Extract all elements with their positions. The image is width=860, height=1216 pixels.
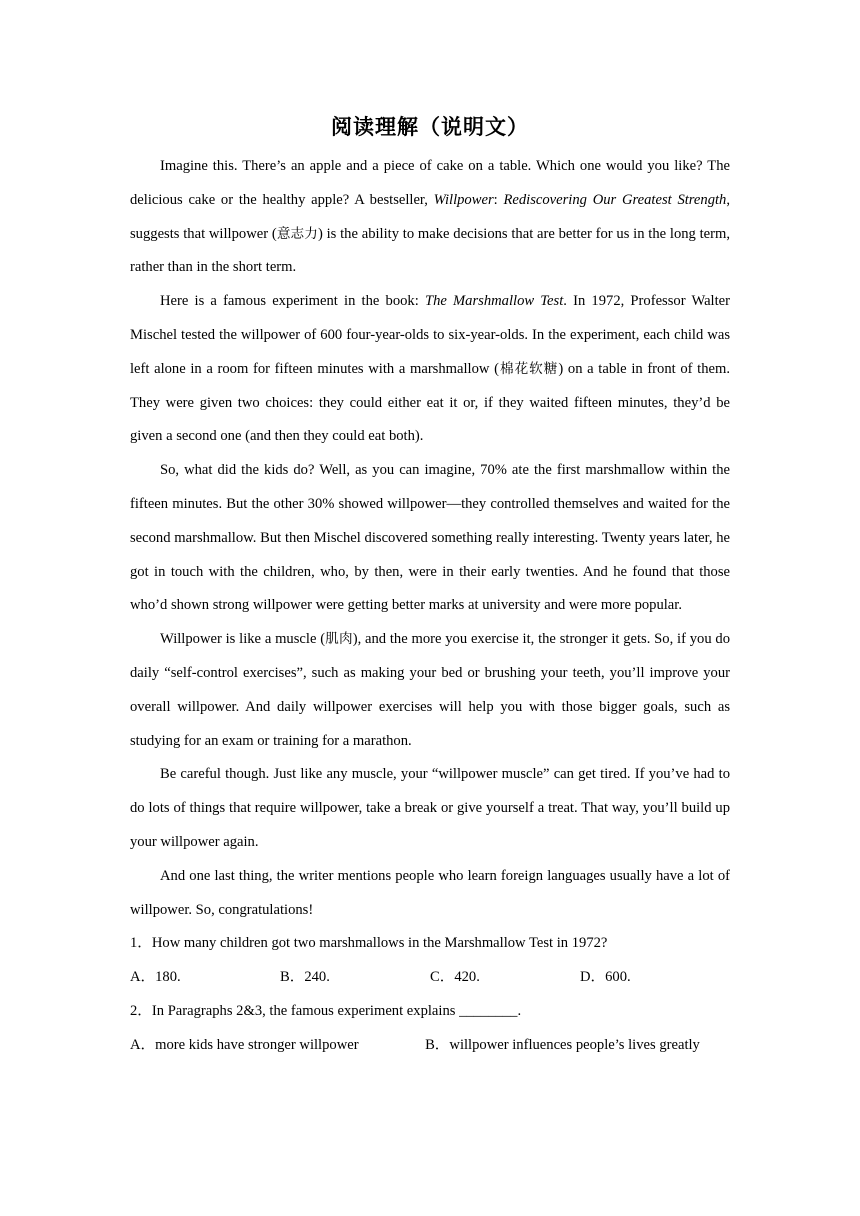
paragraph-1-text-b: , suggests that willpower ( [130, 191, 731, 242]
question-1-options [130, 961, 730, 995]
question-1-option-c[interactable]: C．420. [430, 969, 480, 986]
paragraph-3: So, what did the kids do? Well, as you can imagine, 70% ate the first marshmallow within the fifteen minutes. But the other 30% showed willpower—they controlled themselves and waited for the second marshmallow. But then Mischel discovered something really interesting. Twenty years later, he got in touch with the children, who, by then, were in their early twenties. And he found that those who’d shown strong willpower were getting better marks at university and were more popular. [130, 462, 730, 614]
paragraph-4-text-b: ), and the more you exercise it, the stronger it gets. So, if you do daily “self-control exercises”, such as making your bed or brushing your teeth, you’ll improve your overall willpower. And daily willpower exercises will help you with those bigger goals, such as studying for an exam or training for a marathon. [130, 631, 730, 749]
question-1-option-d[interactable]: D．600. [580, 969, 631, 986]
paragraph-4-text-a: Willpower is like a muscle ( [160, 631, 326, 648]
paragraph-2-text-b: . In 1972, Professor Walter Mischel tested the willpower of 600 four-year-olds to six-year-olds. In the experiment, each child was left alone in a room for fifteen minutes with a marshmallow ( [130, 293, 730, 377]
chinese-gloss-muscle: 肌肉 [325, 631, 353, 648]
question-2-stem: 2．In Paragraphs 2&3, the famous experiment explains ________. [130, 1002, 522, 1019]
book-subtitle: Rediscovering Our Greatest Strength [503, 191, 727, 208]
paragraph-1-colon: : [493, 191, 504, 208]
paragraph-1 [130, 150, 730, 285]
question-1-stem: 1．How many children got two marshmallows in the Marshmallow Test in 1972? [130, 935, 608, 952]
question-2-option-b[interactable]: B．willpower influences people’s lives greatly [425, 1036, 700, 1053]
book-title-willpower: Willpower [433, 191, 494, 208]
passage [130, 150, 730, 1063]
paragraph-2-text-a: Here is a famous experiment in the book: [160, 293, 425, 310]
paragraph-2 [130, 285, 730, 454]
question-2-option-a[interactable]: A．more kids have stronger willpower [130, 1036, 359, 1053]
page-title: 阅读理解（说明文） [331, 114, 529, 139]
paragraph-1-text-c: ) is the ability to make decisions that are better for us in the long term, rather than in the short term. [130, 225, 730, 276]
chinese-gloss-marshmallow: 棉花软糖 [498, 360, 559, 377]
paragraph-5: Be careful though. Just like any muscle, your “willpower muscle” can get tired. If you’ve had to do lots of things that require willpower, take a break or give yourself a treat. That way, you’ll build up your willpower again. [130, 766, 730, 850]
question-2-options [130, 1029, 730, 1063]
paragraph-4 [130, 623, 730, 758]
book-title-marshmallow-test: The Marshmallow Test [424, 293, 564, 310]
paragraph-2-text-c: ) on a table in front of them. They were given two choices: they could either eat it or, if they waited fifteen minutes, they’d be given a second one (and then they could eat both). [130, 360, 730, 445]
chinese-gloss-willpower: 意志力 [276, 225, 318, 242]
paragraph-6: And one last thing, the writer mentions people who learn foreign languages usually have a lot of willpower. So, congratulations! [130, 867, 730, 918]
question-1-option-a[interactable]: A．180. [130, 969, 181, 986]
question-1-option-b[interactable]: B．240. [280, 969, 330, 986]
paragraph-1-text-a: Imagine this. There’s an apple and a piece of cake on a table. Which one would you like? The delicious cake or the healthy apple? A bestseller, [130, 158, 730, 208]
